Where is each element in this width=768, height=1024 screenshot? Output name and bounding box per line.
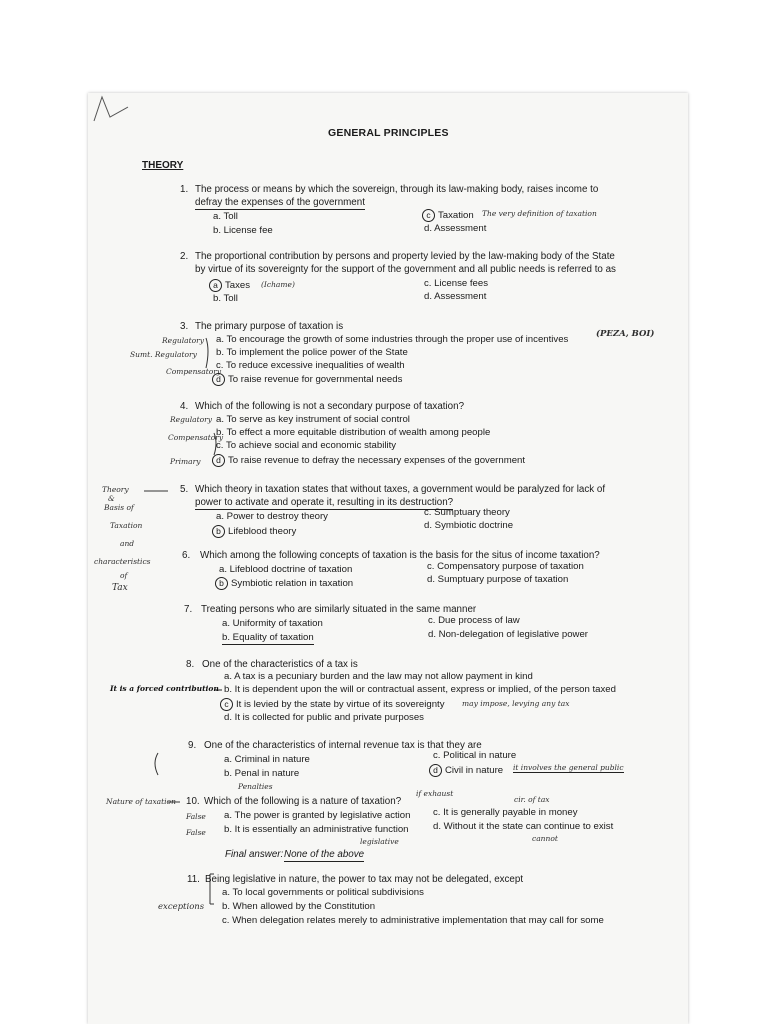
question-2-line2: by virtue of its sovereignty for the support of the government and all public needs is referred to as: [195, 264, 616, 275]
question-9-option-a: a. Criminal in nature: [224, 754, 310, 765]
question-1-option-c: c Taxation: [422, 209, 474, 222]
question-2-option-c: c. License fees: [424, 278, 488, 289]
question-4-option-c: c. To achieve social and economic stability: [216, 440, 397, 451]
question-8-option-c: c It is levied by the state by virtue of its sovereignty: [220, 698, 445, 711]
question-2-option-d: d. Assessment: [424, 291, 487, 302]
question-1-line2: defray the expenses of the government: [195, 197, 365, 208]
final-answer-value: None of the above: [284, 849, 365, 860]
question-10-side-note-1: Nature of taxation: [106, 797, 176, 806]
question-3-side-note-3: Compensatory: [166, 367, 222, 376]
question-11-option-a: a. To local governments or political subdivisions: [222, 887, 424, 898]
question-7-option-c: c. Due process of law: [428, 615, 520, 626]
question-3-line1: The primary purpose of taxation is: [195, 321, 344, 332]
question-11-option-c: c. When delegation relates merely to administrative implementation that may call for some: [222, 915, 604, 926]
question-4-side-note-3: Primary: [170, 457, 201, 466]
question-10-note-3: legislative: [360, 837, 399, 846]
question-7-option-a: a. Uniformity of taxation: [222, 618, 323, 629]
question-11-option-b: b. When allowed by the Constitution: [222, 901, 376, 912]
question-10-side-note-3: False: [186, 828, 206, 837]
question-1-number: 1.: [180, 184, 189, 195]
question-2-number: 2.: [180, 251, 189, 262]
question-9-line1: One of the characteristics of internal revenue tax is that they are: [204, 740, 482, 751]
question-7-option-b: b. Equality of taxation: [222, 632, 314, 643]
question-5-side-note-1: Theory: [102, 485, 129, 494]
question-11-line1: Being legislative in nature, the power to tax may not be delegated, except: [205, 874, 524, 885]
question-9-sub-note: Penalties: [238, 782, 273, 791]
question-3-number: 3.: [180, 321, 189, 332]
question-1-option-d: d. Assessment: [424, 223, 487, 234]
question-4-number: 4.: [180, 401, 189, 412]
question-10-option-b: b. It is essentially an administrative function: [224, 824, 409, 835]
question-3-option-b: b. To implement the police power of the State: [216, 347, 408, 358]
question-5-option-b: b Lifeblood theory: [212, 525, 296, 538]
question-10-note-1: if exhaust: [416, 789, 454, 798]
question-4-side-note-1: Regulatory: [170, 415, 212, 424]
question-7-option-d: d. Non-delegation of legislative power: [428, 629, 588, 640]
question-10-option-d: d. Without it the state can continue to exist: [433, 821, 614, 832]
answer-circle: d: [212, 373, 225, 386]
question-9-option-c: c. Political in nature: [433, 750, 517, 761]
question-4-option-d: d To raise revenue to defray the necessary expenses of the government: [212, 454, 525, 467]
answer-circle: c: [220, 698, 233, 711]
answer-circle: d: [212, 454, 225, 467]
question-8-number: 8.: [186, 659, 195, 670]
question-5-line1: Which theory in taxation states that without taxes, a government would be paralyzed for lack of: [195, 484, 606, 495]
question-6-option-c: c. Compensatory purpose of taxation: [427, 561, 584, 572]
answer-circle: b: [215, 577, 228, 590]
answer-circle: c: [422, 209, 435, 222]
question-10-number: 10.: [186, 796, 200, 807]
question-3-note: (PEZA, BOI): [596, 329, 655, 339]
question-6-option-d: d. Sumptuary purpose of taxation: [427, 574, 569, 585]
question-5-side-note-5: and: [120, 539, 135, 548]
answer-circle: b: [212, 525, 225, 538]
question-5-option-c: c. Sumptuary theory: [424, 507, 510, 518]
question-8-line1: One of the characteristics of a tax is: [202, 659, 358, 670]
question-8-side-note: It is a forced contribution: [110, 684, 219, 693]
question-9-note: it involves the general public: [513, 763, 624, 772]
question-4-option-a: a. To serve as key instrument of social control: [216, 414, 410, 425]
section-heading: THEORY: [142, 160, 184, 171]
question-8-option-b: b. It is dependent upon the will or contractual assent, express or implied, of the person taxed: [224, 684, 616, 695]
question-3-option-a: a. To encourage the growth of some industries through the proper use of incentives: [216, 334, 569, 345]
question-5-line2: power to activate and operate it, resulting in its destruction?: [195, 497, 454, 508]
question-5-option-d: d. Symbiotic doctrine: [424, 520, 514, 531]
question-10-note-2: cir. of tax: [514, 795, 550, 804]
question-2-option-a: a Taxes: [209, 279, 250, 292]
question-8-option-d: d. It is collected for public and private purposes: [224, 712, 424, 723]
page-title: GENERAL PRINCIPLES: [328, 127, 449, 139]
question-10-side-note-2: False: [186, 812, 206, 821]
answer-circle: d: [429, 764, 442, 777]
question-9-number: 9.: [188, 740, 197, 751]
question-5-side-note-2: &: [108, 494, 115, 503]
question-3-option-c: c. To reduce excessive inequalities of wealth: [216, 360, 405, 371]
question-5-number: 5.: [180, 484, 189, 495]
answer-circle: a: [209, 279, 222, 292]
question-4-line1: Which of the following is not a secondary purpose of taxation?: [195, 401, 465, 412]
question-1-line1: The process or means by which the sovereign, through its law-making body, raises income to: [195, 184, 599, 195]
question-5-side-note-7: of: [120, 571, 128, 580]
document-page: [88, 93, 688, 1024]
question-10-note-4: cannot: [532, 834, 558, 843]
question-1-option-a: a. Toll: [213, 211, 238, 222]
question-5-side-note-8: Tax: [112, 583, 128, 593]
question-8-note: may impose, levying any tax: [462, 699, 570, 708]
question-4-option-b: b. To effect a more equitable distribution of wealth among people: [216, 427, 491, 438]
question-1-option-b: b. License fee: [213, 225, 273, 236]
question-7-line1: Treating persons who are similarly situated in the same manner: [201, 604, 477, 615]
question-5-option-a: a. Power to destroy theory: [216, 511, 328, 522]
question-2-note: (Ichame): [261, 280, 295, 289]
question-5-side-note-6: characteristics: [94, 557, 151, 566]
question-2-line1: The proportional contribution by persons and property levied by the law-making body of the State: [195, 251, 615, 262]
question-9-option-d: d Civil in nature: [429, 764, 503, 777]
question-3-side-note-1: Regulatory: [162, 336, 204, 345]
question-9-option-b: b. Penal in nature: [224, 768, 300, 779]
question-10-option-c: c. It is generally payable in money: [433, 807, 578, 818]
question-10-line1: Which of the following is a nature of taxation?: [204, 796, 402, 807]
question-11-side-note: exceptions: [158, 902, 205, 912]
question-6-line1: Which among the following concepts of taxation is the basis for the situs of income taxation?: [200, 550, 600, 561]
question-5-side-note-3: Basis of: [104, 503, 134, 512]
question-6-option-a: a. Lifeblood doctrine of taxation: [219, 564, 353, 575]
question-8-option-a: a. A tax is a pecuniary burden and the law may not allow payment in kind: [224, 671, 533, 682]
question-3-side-note-2: Sumt. Regulatory: [130, 350, 197, 359]
final-answer-label: Final answer:: [225, 849, 284, 860]
question-11-number: 11.: [187, 874, 200, 885]
question-2-option-b: b. Toll: [213, 293, 238, 304]
question-1-note: The very definition of taxation: [482, 209, 597, 218]
question-7-number: 7.: [184, 604, 193, 615]
question-4-side-note-2: Compensatory: [168, 433, 224, 442]
question-6-number: 6.: [182, 550, 191, 561]
question-6-option-b: b Symbiotic relation in taxation: [215, 577, 353, 590]
question-3-option-d: d To raise revenue for governmental needs: [212, 373, 402, 386]
question-10-option-a: a. The power is granted by legislative action: [224, 810, 411, 821]
question-5-side-note-4: Taxation: [110, 521, 143, 530]
